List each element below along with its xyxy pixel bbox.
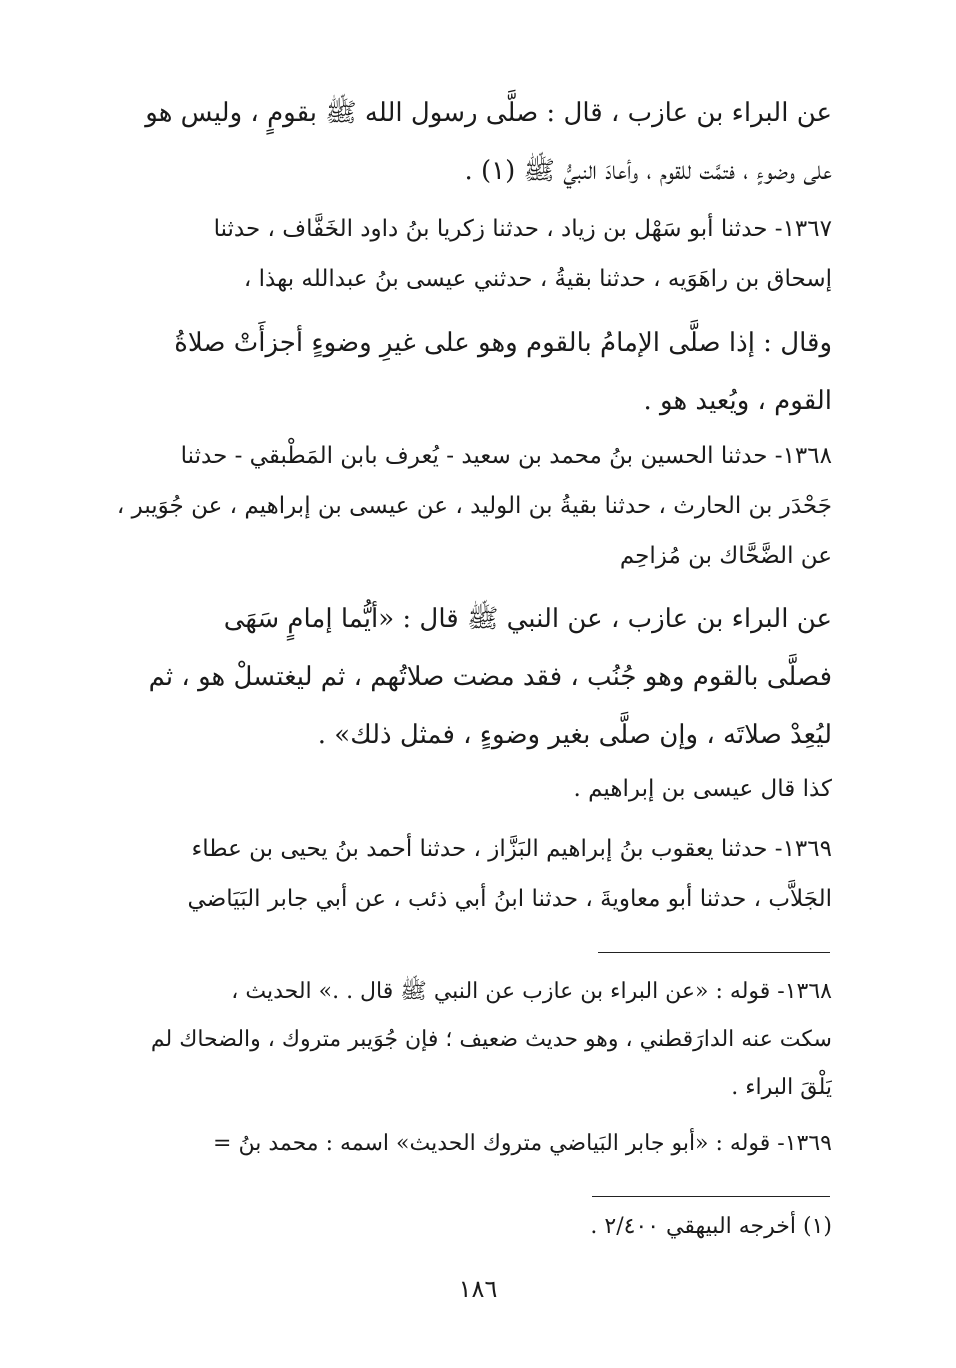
text-line: إسحاق بن راهَوَيه ، حدثنا بقيةُ ، حدثني عيسى بنُ عبدالله بهذا ، [243, 266, 832, 292]
paragraph-hadith-1 [112, 84, 832, 200]
text-line: الجَلاَّب ، حدثنا أبو معاويةَ ، حدثنا ابنُ أبي ذئب ، عن أبي جابر البَيَاضي [187, 886, 832, 912]
text-line: ١٣٦٩- قوله : «أبو جابر البَياضي متروك الحديث» اسمه : محمد بنُ = [213, 1131, 832, 1156]
text-line: عن البراء بن عازب ، قال : صلَّى رسول الله ﷺ بقومٍ ، وليس هو [145, 98, 832, 128]
page-number: ١٨٦ [458, 1275, 498, 1303]
text-line: على وضوءٍ ، فتمَّت للقوم ، وأعادَ النبيُّ ﷺ (١) . [464, 156, 832, 186]
paragraph-matn-1367 [112, 314, 832, 430]
text-line: يَلْقَ البراء . [731, 1075, 832, 1100]
text-line: وقال : إذا صلَّى الإمامُ بالقوم وهو على غيرِ وضوءٍ أجزأَتْ صلاةُ [174, 328, 832, 358]
text-line: ١٣٦٩- حدثنا يعقوب بنُ إبراهيم البَزَّاز ، حدثنا أحمد بنُ يحيى بن عطاء [191, 836, 832, 862]
text-line: ١٣٦٨- قوله : «عن البراء بن عازب عن النبي ﷺ قال . .» الحديث ، [231, 979, 832, 1004]
text-line: ليُعِدْ صلاتَه ، وإن صلَّى بغير وضوءٍ ، فمثل ذلك» . [317, 720, 832, 750]
commentary-1369 [112, 1120, 832, 1168]
footnote-line: (١) أخرجه البيهقي ٢/٤٠٠ . [590, 1214, 832, 1239]
paragraph-isnad-1367 [112, 204, 832, 304]
text-line: ١٣٦٧- حدثنا أبو سَهْل بن زياد ، حدثنا زكريا بنُ داود الخَفَّاف ، حدثنا [213, 216, 832, 242]
paragraph-matn-1368 [112, 590, 832, 764]
text-line: جَحْدَر بن الحارث ، حدثنا بقيةُ بن الوليد ، عن عيسى بن إبراهيم ، عن جُوَيبر ، [116, 493, 832, 519]
text-line: سكت عنه الدارَقطني ، وهو حديث ضعيف ؛ فإن جُوَيبر متروك ، والضحاك لم [150, 1027, 832, 1052]
commentary-separator [598, 952, 830, 953]
footnote-separator [592, 1196, 830, 1197]
text-line: ١٣٦٨- حدثنا الحسين بنُ محمد بن سعيد - يُعرف بابن المَطْبقي - حدثنا [180, 443, 832, 469]
text-line: عن الضَّحَّاك بن مُزاحِم [619, 543, 832, 569]
text-line: كذا قال عيسى بن إبراهيم . [573, 776, 832, 802]
text-line: عن البراء بن عازب ، عن النبي ﷺ قال : «أيُّما إمامٍ سَهَى [223, 604, 832, 634]
text-line: القوم ، ويُعيد هو . [643, 386, 832, 416]
commentary-1368 [112, 968, 832, 1112]
text-line: فصلَّى بالقوم وهو جُنُب ، فقد مضت صلاتُهم ، ثم ليغتسلْ هو ، ثم [148, 662, 832, 692]
footnote [112, 1203, 832, 1251]
paragraph-isnad-1368 [112, 431, 832, 581]
paragraph-isnad-1369 [112, 824, 832, 924]
paragraph-remark [112, 764, 832, 814]
